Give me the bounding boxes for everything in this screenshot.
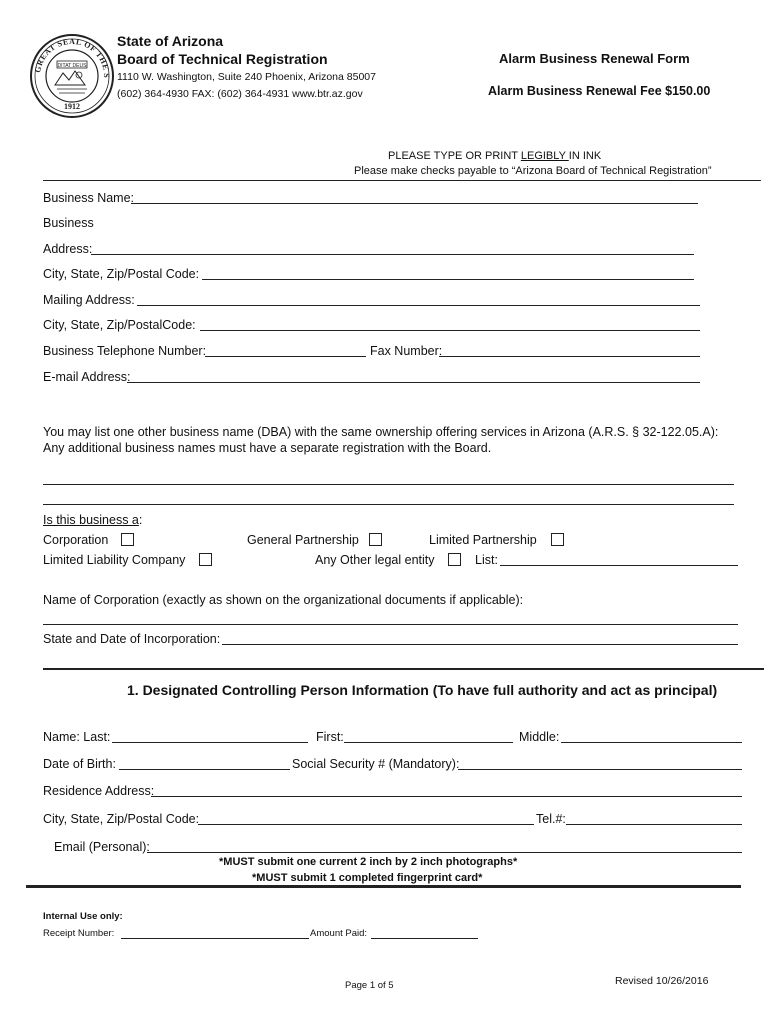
personal-email-field[interactable]: [147, 852, 742, 853]
personal-email-label: Email (Personal):: [54, 840, 150, 854]
residence-field[interactable]: [151, 796, 742, 797]
svg-text:1912: 1912: [64, 102, 80, 111]
telephone-label: Business Telephone Number:: [43, 344, 207, 358]
bottom-divider: [26, 885, 741, 888]
dba-text-1: You may list one other business name (DBA) with the same ownership offering services in Arizona (A.R.S. § 32-122.05.A):: [43, 425, 719, 439]
agency-contact: (602) 364-4930 FAX: (602) 364-4931 www.btr.az.gov: [117, 88, 363, 100]
dob-label: Date of Birth:: [43, 757, 116, 771]
corporation-label: Corporation: [43, 533, 109, 547]
revised-date: Revised 10/26/2016: [615, 975, 709, 987]
other-entity-label: Any Other legal entity: [315, 553, 435, 567]
business-address-field[interactable]: [91, 254, 694, 255]
dob-field[interactable]: [119, 769, 290, 770]
state-seal: [29, 33, 115, 119]
telephone-field[interactable]: [205, 356, 366, 357]
amount-paid-field[interactable]: [371, 938, 478, 939]
last-name-field[interactable]: [112, 742, 308, 743]
section-divider: [43, 668, 764, 670]
corporation-name-label: Name of Corporation (exactly as shown on the organizational documents if applicable):: [43, 593, 524, 607]
agency-address: 1110 W. Washington, Suite 240 Phoenix, Arizona 85007: [117, 71, 376, 83]
business-label: Business: [43, 216, 94, 230]
tel-label: Tel.#:: [536, 812, 566, 826]
ssn-label: Social Security # (Mandatory):: [292, 757, 460, 771]
first-name-label: First:: [316, 730, 344, 744]
form-title: Alarm Business Renewal Form: [499, 51, 690, 66]
general-partnership-label: General Partnership: [247, 533, 359, 547]
receipt-number-label: Receipt Number:: [43, 928, 115, 939]
photo-requirement: *MUST submit one current 2 inch by 2 inch photographs*: [219, 856, 518, 868]
residence-label: Residence Address:: [43, 784, 155, 798]
mailing-address-field[interactable]: [137, 305, 700, 306]
incorporation-label: State and Date of Incorporation:: [43, 632, 221, 646]
dba-field-1[interactable]: [43, 484, 734, 485]
corporation-checkbox[interactable]: [121, 533, 134, 546]
svg-text:GREAT SEAL OF THE STATE OF ARI: GREAT SEAL OF THE S: [33, 36, 112, 79]
limited-partnership-label: Limited Partnership: [429, 533, 537, 547]
city-state-zip-field[interactable]: [202, 279, 694, 280]
entity-type-heading: Is this business a:: [43, 513, 143, 527]
dba-field-2[interactable]: [43, 504, 734, 505]
incorporation-field[interactable]: [222, 644, 738, 645]
mailing-city-field[interactable]: [200, 330, 700, 331]
first-name-field[interactable]: [344, 742, 513, 743]
last-name-label: Name: Last:: [43, 730, 111, 744]
list-label: List:: [475, 553, 498, 567]
other-entity-checkbox[interactable]: [448, 553, 461, 566]
general-partnership-checkbox[interactable]: [369, 533, 382, 546]
middle-name-field[interactable]: [561, 742, 742, 743]
tel-field[interactable]: [566, 824, 742, 825]
dba-text-2: Any additional business names must have a separate registration with the Board.: [43, 441, 492, 455]
amount-paid-label: Amount Paid:: [310, 928, 368, 939]
section-1-title: 1. Designated Controlling Person Information (To have full authority and act as principal): [127, 682, 718, 698]
residence-city-label: City, State, Zip/Postal Code:: [43, 812, 200, 826]
agency-board: Board of Technical Registration: [117, 51, 328, 67]
residence-city-field[interactable]: [198, 824, 534, 825]
internal-use-heading: Internal Use only:: [43, 911, 123, 922]
mailing-city-label: City, State, Zip/PostalCode:: [43, 318, 196, 332]
corporation-name-field[interactable]: [43, 624, 738, 625]
business-name-label: Business Name:: [43, 191, 135, 205]
divider: [43, 180, 761, 181]
receipt-number-field[interactable]: [121, 938, 309, 939]
fax-label: Fax Number:: [370, 344, 443, 358]
email-field[interactable]: [127, 382, 700, 383]
llc-checkbox[interactable]: [199, 553, 212, 566]
business-name-field[interactable]: [131, 203, 698, 204]
page-number: Page 1 of 5: [345, 980, 394, 991]
renewal-fee: Alarm Business Renewal Fee $150.00: [488, 84, 711, 98]
middle-name-label: Middle:: [519, 730, 560, 744]
email-label: E-mail Address:: [43, 370, 131, 384]
print-instruction: PLEASE TYPE OR PRINT LEGIBLY IN INK: [388, 150, 602, 162]
agency-state: State of Arizona: [117, 33, 224, 49]
fingerprint-requirement: *MUST submit 1 completed fingerprint card*: [252, 872, 483, 884]
limited-partnership-checkbox[interactable]: [551, 533, 564, 546]
address-label: Address:: [43, 242, 93, 256]
checks-payable-note: Please make checks payable to “Arizona Board of Technical Registration”: [354, 165, 712, 177]
ssn-field[interactable]: [458, 769, 742, 770]
city-state-zip-label: City, State, Zip/Postal Code:: [43, 267, 200, 281]
llc-label: Limited Liability Company: [43, 553, 186, 567]
mailing-address-label: Mailing Address:: [43, 293, 135, 307]
svg-text:DITAT DEUS: DITAT DEUS: [57, 63, 87, 69]
seal-icon: [29, 33, 115, 119]
list-field[interactable]: [500, 565, 738, 566]
fax-field[interactable]: [439, 356, 700, 357]
